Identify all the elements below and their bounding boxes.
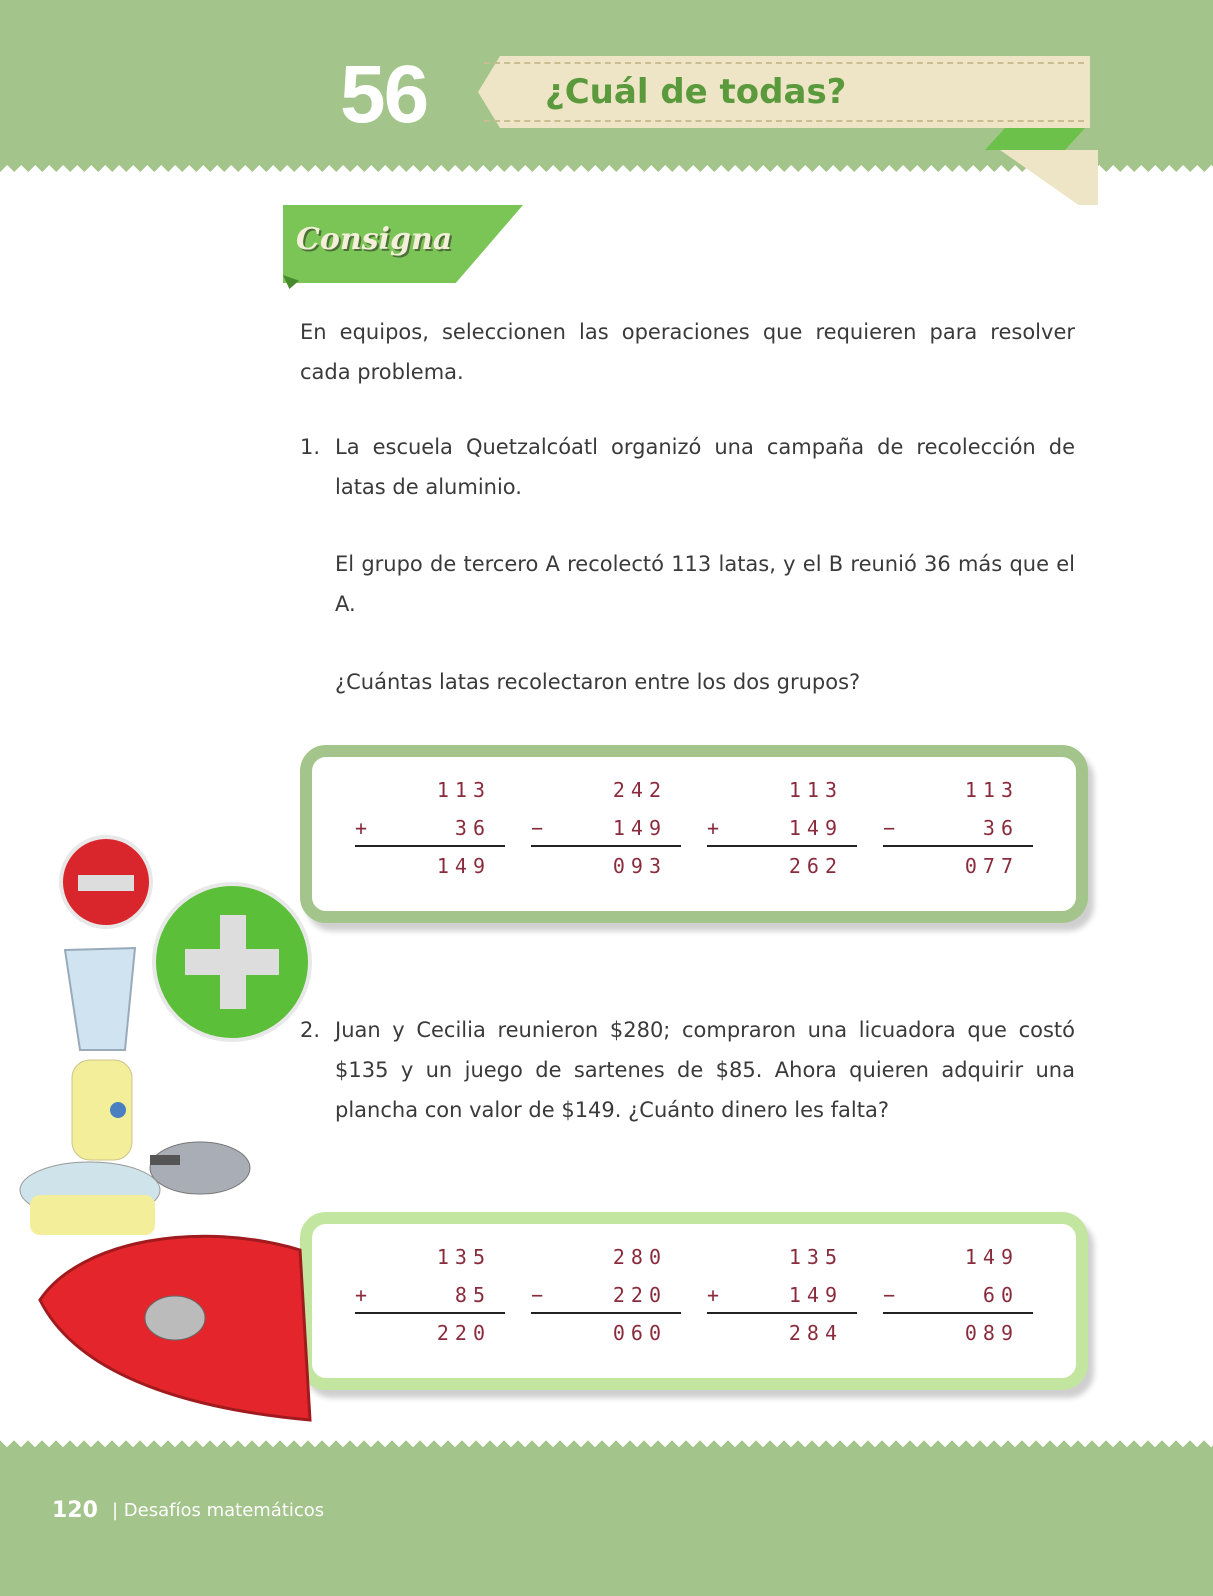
- operations-box-1: [300, 745, 1088, 923]
- plus-icon: [154, 884, 310, 1040]
- appliances-illustration: [0, 820, 320, 1460]
- page-number: 120: [52, 1498, 98, 1523]
- blender-icon: [65, 948, 135, 1160]
- operation-option[interactable]: 113 − 36 077: [883, 771, 1033, 911]
- lesson-number: 56: [340, 49, 428, 140]
- instructions: En equipos, seleccionen las operaciones que requieren para resolver cada problema.: [300, 320, 1075, 384]
- consigna-label: Consigna: [296, 222, 453, 257]
- pot-icon: [20, 1162, 160, 1235]
- iron-icon: [40, 1236, 310, 1420]
- lesson-title: ¿Cuál de todas?: [545, 72, 847, 112]
- problem-number: 1.: [300, 435, 321, 459]
- operation-option[interactable]: 280 − 220 060: [531, 1238, 681, 1378]
- book-title: | Desafíos matemáticos: [112, 1500, 325, 1521]
- problem-question: ¿Cuántas latas recolectaron entre los dos grupos?: [335, 670, 861, 694]
- minus-icon: [61, 837, 151, 927]
- operation-option[interactable]: 135 + 149 284: [707, 1238, 857, 1378]
- frying-pan-icon: [150, 1142, 250, 1194]
- problem-paragraph: El grupo de tercero A recolectó 113 latas, y el B reunió 36 más que el A.: [335, 552, 1075, 616]
- problem-paragraph: Juan y Cecilia reunieron $280; compraron una licuadora que costó $135 y un juego de sartenes de $85. Ahora quieren adquirir una plancha con valor de $149. ¿Cuánto dinero les falta?: [335, 1018, 1075, 1122]
- problem-number: 2.: [300, 1018, 321, 1042]
- banner-fold-beige: [1000, 150, 1098, 205]
- operation-option[interactable]: 242 − 149 093: [531, 771, 681, 911]
- operation-option[interactable]: 135 + 85 220: [355, 1238, 505, 1378]
- operation-option[interactable]: 149 − 60 089: [883, 1238, 1033, 1378]
- operation-option[interactable]: 113 + 149 262: [707, 771, 857, 911]
- page-footer: [0, 1452, 1213, 1596]
- problem-paragraph: La escuela Quetzalcóatl organizó una campaña de recolección de latas de aluminio.: [335, 435, 1075, 499]
- operations-box-2: [300, 1212, 1088, 1390]
- operation-option[interactable]: 113 + 36 149: [355, 771, 505, 911]
